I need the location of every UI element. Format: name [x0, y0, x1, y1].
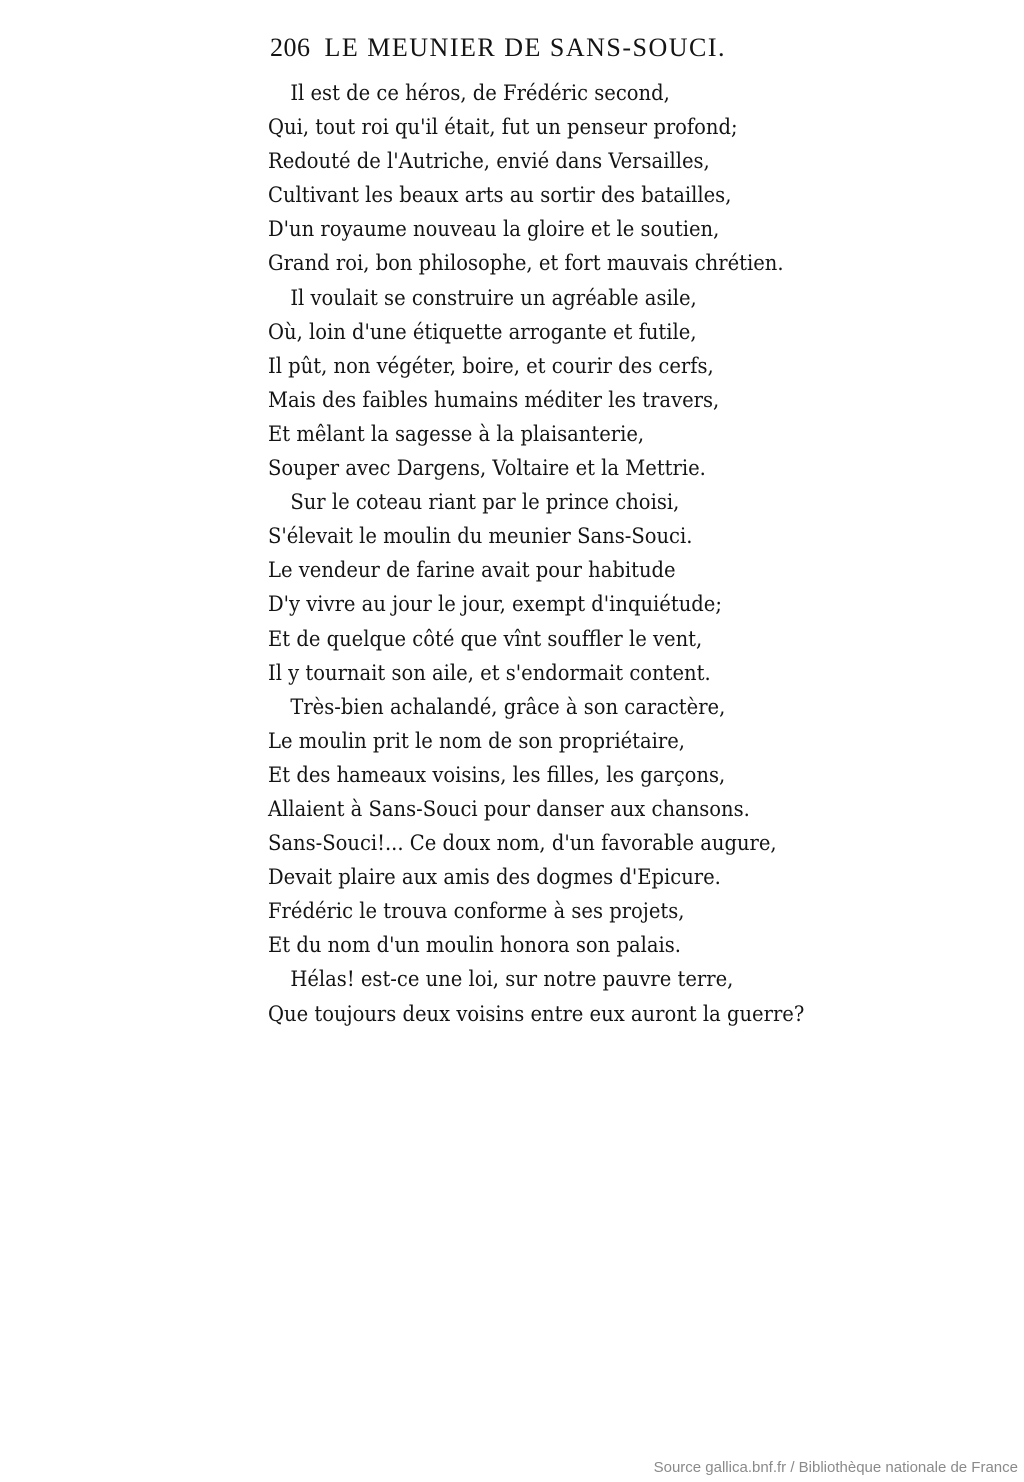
- verse-line: Et mêlant la sagesse à la plaisanterie,: [268, 421, 645, 446]
- running-title: LE MEUNIER DE SANS-SOUCI.: [324, 33, 726, 62]
- verse-line: Redouté de l'Autriche, envié dans Versailles,: [268, 149, 710, 174]
- verse-line: Et du nom d'un moulin honora son palais.: [268, 933, 681, 958]
- verse-line: Il pût, non végéter, boire, et courir des cerfs,: [268, 353, 714, 378]
- verse-line: Hélas! est-ce une loi, sur notre pauvre terre,: [290, 967, 734, 992]
- verse-line: Que toujours deux voisins entre eux auront la guerre?: [268, 1001, 805, 1026]
- source-credit: Source gallica.bnf.fr / Bibliothèque nationale de France: [653, 1459, 1018, 1476]
- verse-line: Le moulin prit le nom de son propriétaire,: [268, 728, 686, 753]
- verse-line: Mais des faibles humains méditer les travers,: [268, 387, 720, 412]
- page-number: 206: [270, 33, 311, 62]
- verse-line: Qui, tout roi qu'il était, fut un penseur profond;: [268, 115, 738, 140]
- verse-line: S'élevait le moulin du meunier Sans-Souci.: [268, 524, 693, 549]
- verse-line: Il est de ce héros, de Frédéric second,: [290, 81, 670, 105]
- verse-line: Sur le coteau riant par le prince choisi,: [290, 490, 680, 515]
- verse-line: Il voulait se construire un agréable asile,: [290, 285, 697, 310]
- verse-line: Allaient à Sans-Souci pour danser aux chansons.: [268, 796, 750, 821]
- verse-line: D'y vivre au jour le jour, exempt d'inquiétude;: [268, 592, 722, 617]
- verse-line: Sans-Souci!... Ce doux nom, d'un favorable augure,: [268, 831, 777, 856]
- verse-line: Il y tournait son aile, et s'endormait content.: [268, 660, 711, 685]
- verse-line: Souper avec Dargens, Voltaire et la Mettrie.: [268, 456, 706, 481]
- verse-line: Très-bien achalandé, grâce à son caractère,: [290, 694, 726, 719]
- verse-line: Le vendeur de farine avait pour habitude: [268, 558, 676, 583]
- poem-text: [268, 76, 805, 1031]
- verse-line: Et des hameaux voisins, les filles, les garçons,: [268, 762, 726, 787]
- verse-line: Frédéric le trouva conforme à ses projets,: [268, 899, 685, 924]
- running-head: [270, 33, 810, 67]
- verse-line: D'un royaume nouveau la gloire et le soutien,: [268, 217, 720, 242]
- verse-line: Grand roi, bon philosophe, et fort mauvais chrétien.: [268, 251, 784, 276]
- verse-line: Et de quelque côté que vînt souffler le vent,: [268, 626, 703, 651]
- verse-line: Cultivant les beaux arts au sortir des batailles,: [268, 183, 732, 208]
- verse-line: Où, loin d'une étiquette arrogante et futile,: [268, 319, 697, 344]
- verse-line: Devait plaire aux amis des dogmes d'Epicure.: [268, 865, 721, 890]
